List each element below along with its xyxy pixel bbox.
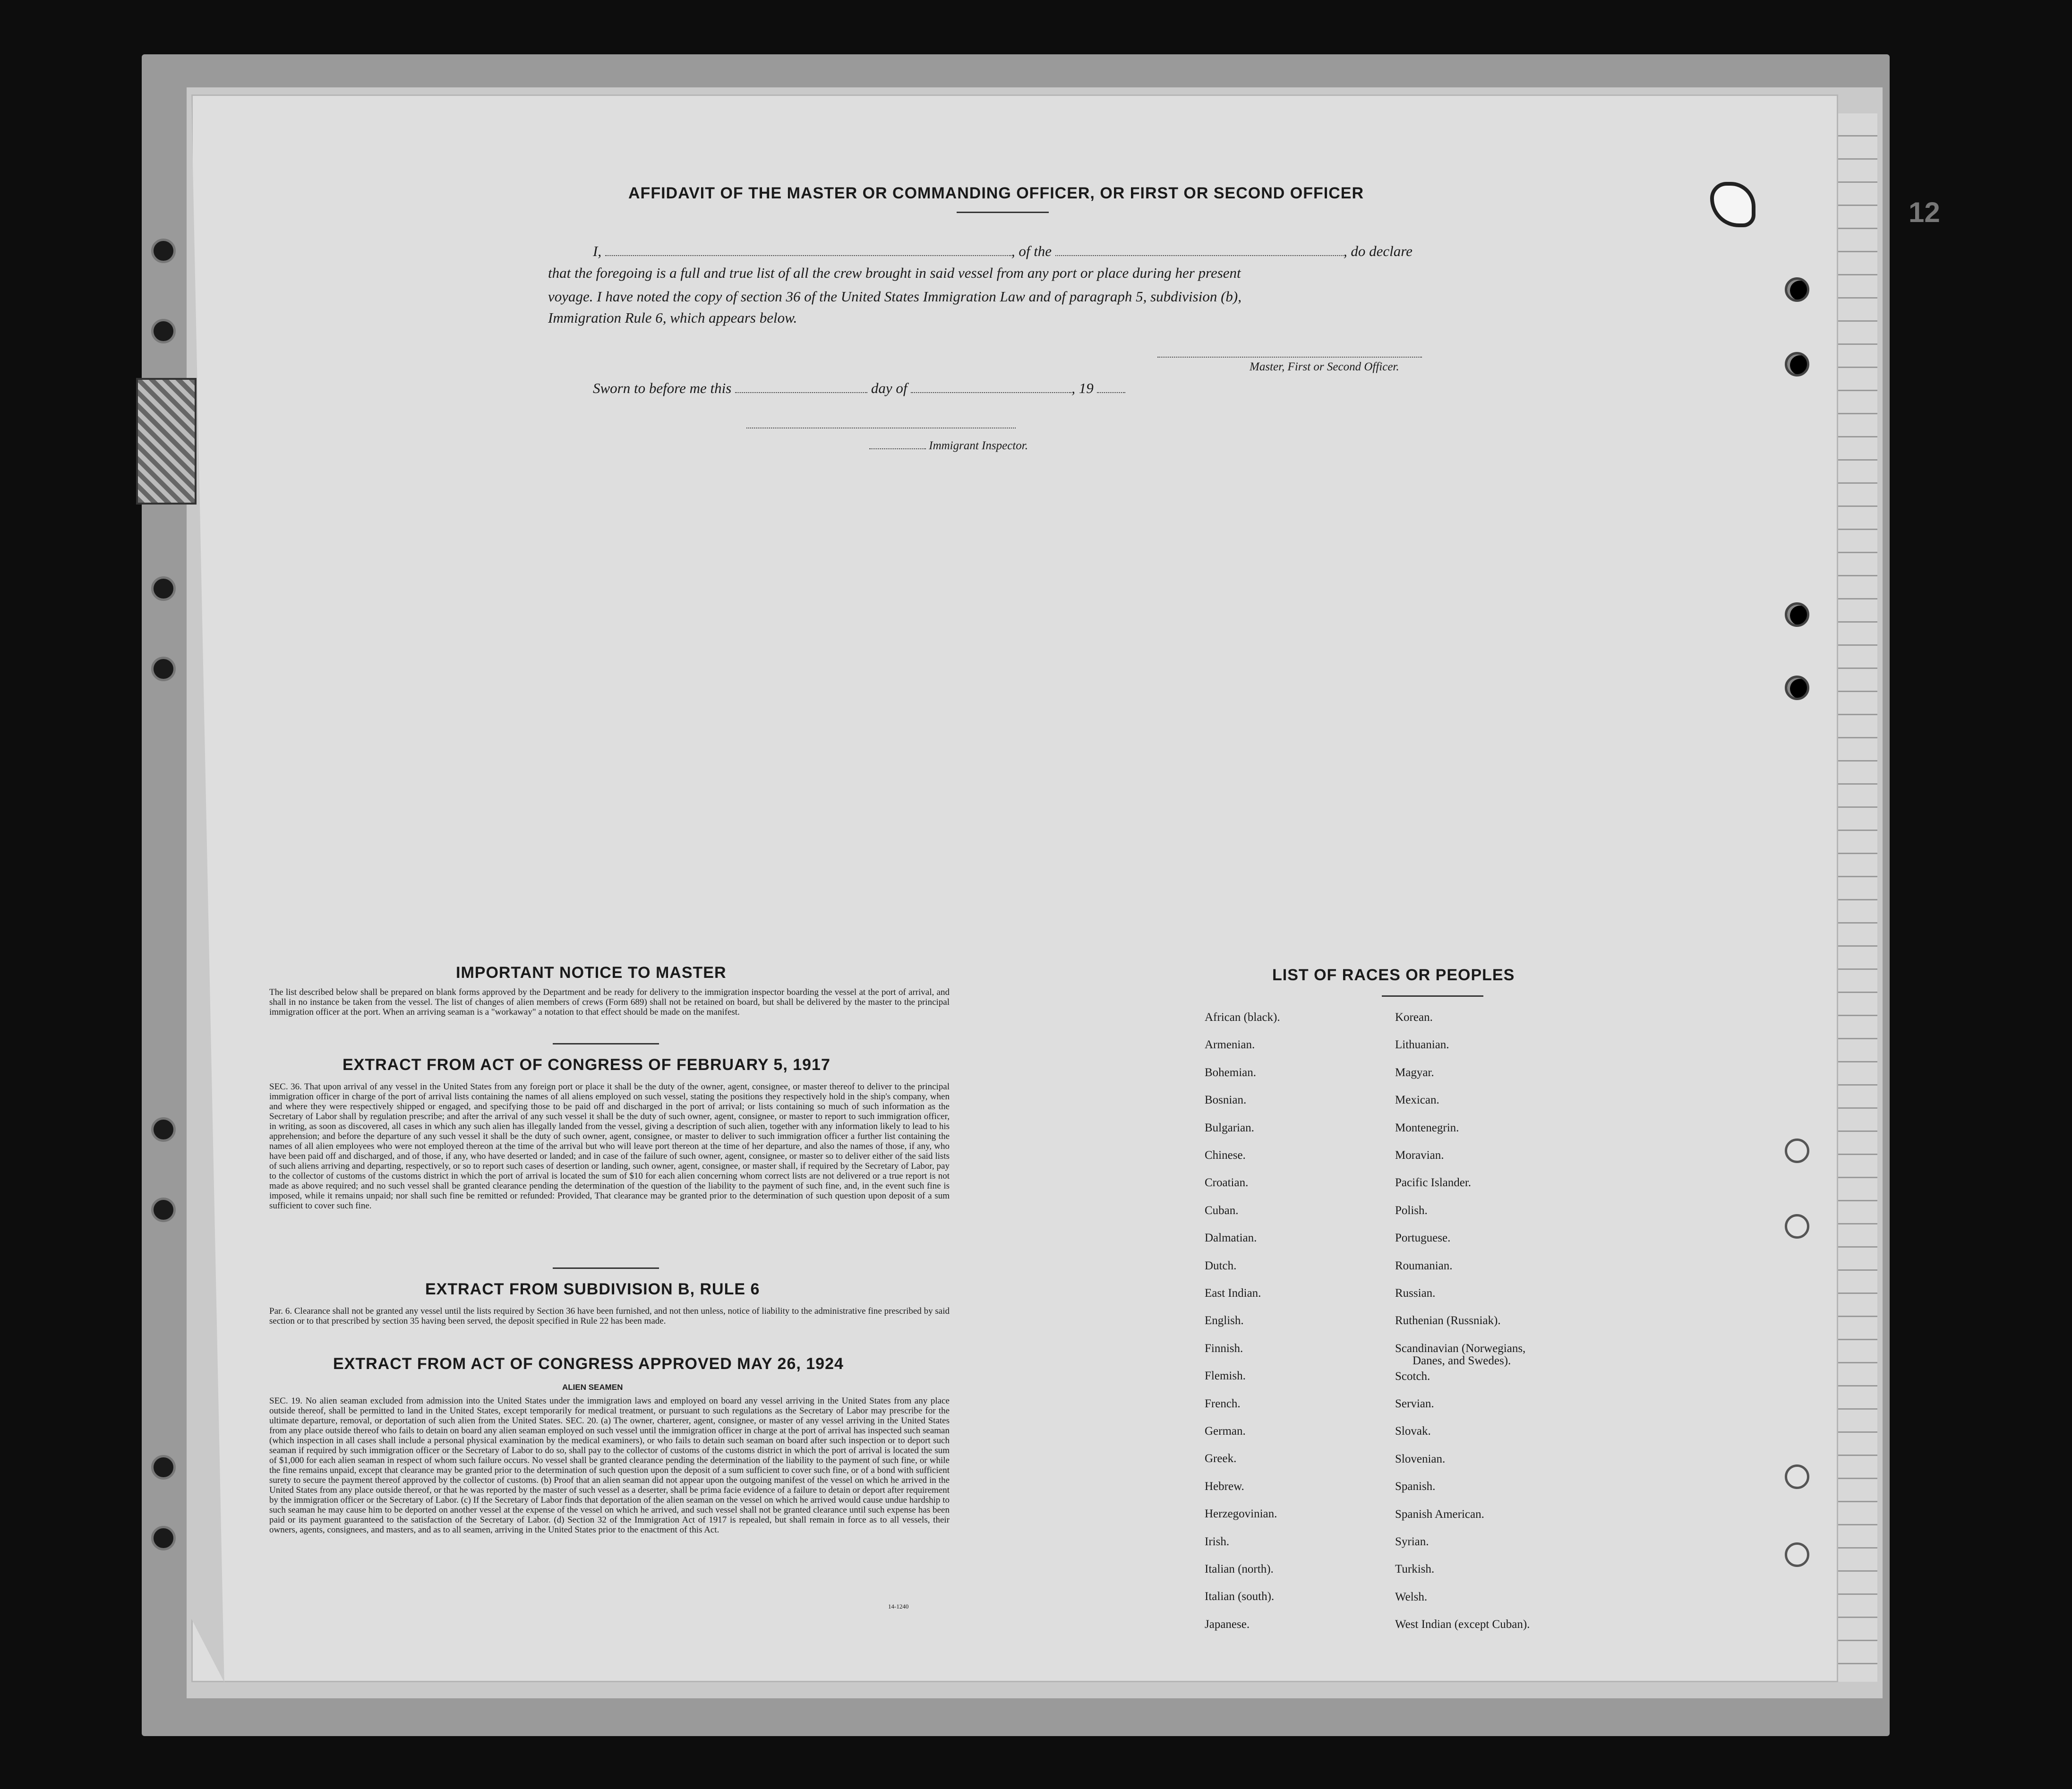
race-item: Armenian. <box>1205 1038 1255 1052</box>
extract-rule6-title: EXTRACT FROM SUBDIVISION B, RULE 6 <box>425 1280 760 1298</box>
affidavit-of-the: , of the <box>1011 243 1052 259</box>
punch-hole <box>151 657 176 681</box>
divider <box>553 1043 659 1044</box>
inspector-line <box>869 439 1028 453</box>
sworn-before-label: Sworn to before me this <box>593 380 732 396</box>
divider <box>553 1267 659 1269</box>
extract-1924-body: SEC. 19. No alien seaman excluded from admission into the United States under the immigration laws and employed on board any vessel arriving in the United States from any place outside thereof, shall be permitted to land in the United States, except temporarily for medical treatment, or pursuant to such regulations as the Secretary of Labor may prescribe for the ultimate departure, removal, or deportation of such alien from the United States. SEC. 20. (a) The owner, charterer, agent, consignee, or master of any vessel arriving in the United States from any place outside thereof who fails to detain on board any alien seaman employed on such vessel until the immigration officer in charge at the port of arrival has inspected such seaman (which inspection in all cases shall include a personal physical examination by the medical examiners), or who fails to detain such seaman on board after such inspection or to deport such seaman if required by such immigration officer or the Secretary of Labor to do so, shall pay to the collector of customs of the customs district in which the port of arrival is located the sum of $1,000 for each alien seaman in respect of whom such failure occurs. No vessel shall be granted clearance pending the determination of the liability to the payment of such fine, or while the fine remains unpaid, except that clearance may be granted prior to the determination of such question upon the deposit of a sum sufficient to cover such fine, or of a bond with sufficient surety to secure the payment thereof approved by the collector of customs. (b) Proof that an alien seaman did not appear upon the outgoing manifest of the vessel on which he arrived in the United States from any place outside thereof, or that he was reported by the master of such vessel as a deserter, shall be prima facie evidence of a failure to detain or deport after requirement by the immigration officer or the Secretary of Labor. (c) If the Secretary of Labor finds that deportation of the alien seaman on the vessel on which he arrived would cause undue hardship to such seaman he may cause him to be deported on another vessel at the expense of the vessel on which he arrived, and such vessel shall not be granted clearance until such expense has been paid or its payment guaranteed to the satisfaction of the Secretary of Labor. (d) Section 32 of the Immigration Act of 1917 is repealed, but shall remain in force as to all vessels, their owners, agents, consignees, and masters, and as to all seamen, arriving in the United States prior to the enactment of this Act. <box>269 1396 950 1535</box>
race-item: Korean. <box>1395 1011 1433 1024</box>
race-item: English. <box>1205 1314 1244 1327</box>
sworn-line <box>593 378 1125 397</box>
race-item: African (black). <box>1205 1011 1280 1024</box>
race-item: Roumanian. <box>1395 1259 1453 1272</box>
affidavit-line1 <box>593 241 1413 260</box>
punch-hole <box>151 1526 176 1550</box>
notice-title: IMPORTANT NOTICE TO MASTER <box>456 964 727 982</box>
race-item: Magyar. <box>1395 1066 1434 1079</box>
punch-hole <box>1785 277 1809 302</box>
page-number: 12 <box>1909 197 1940 228</box>
affidavit-line3: voyage. I have noted the copy of section 36 of the United States Immigration Law and of paragraph 5, subdivision (b), <box>548 288 1241 305</box>
punch-hole <box>1785 602 1809 627</box>
race-item: Bohemian. <box>1205 1066 1257 1079</box>
race-item: Herzegovinian. <box>1205 1507 1277 1521</box>
inspector-blank <box>869 440 926 449</box>
month-blank[interactable] <box>911 378 1071 393</box>
punch-hole <box>151 1117 176 1142</box>
race-item: Slovak. <box>1395 1425 1431 1438</box>
divider <box>1382 995 1483 997</box>
extract-1924-title: EXTRACT FROM ACT OF CONGRESS APPROVED MAY 26, 1924 <box>333 1355 844 1373</box>
race-item: Danes, and Swedes). <box>1413 1354 1511 1368</box>
race-item: Moravian. <box>1395 1149 1444 1162</box>
extract-1917-title: EXTRACT FROM ACT OF CONGRESS OF FEBRUARY 5, 1917 <box>342 1056 831 1074</box>
extract-1917-body: SEC. 36. That upon arrival of any vessel in the United States from any foreign port or place it shall be the duty of the owner, agent, consignee, or master thereof to deliver to the principal immigration officer in charge of the port of arrival lists containing the names of all aliens employed on such vessel, stating the positions they respectively hold in the ship's company, when and where they were respectively shipped or engaged, and specifying those to be paid off and discharged in the port of arrival; or lists containing so much of such information as the Secretary of Labor shall by regulation prescribe; and after the arrival of any such vessel it shall be the duty of such owner, agent, consignee, or master to report to such immigration officer, in writing, as soon as discovered, all cases in which any such alien has illegally landed from the vessel, giving a description of such alien, together with any information likely to lead to his apprehension; and before the departure of any such vessel it shall be the duty of such owner, agent, consignee, or master to deliver to such immigration officer a further list containing the names of all alien employees who were not employed thereon at the time of the arrival but who will leave port thereon at the time of her departure, and also the names of those, if any, who have been paid off and discharged, and of those, if any, who have deserted or landed; and in case of the failure of such owner, agent, consignee, or master so to deliver either of the said lists of such aliens arriving and departing, respectively, or so to report such cases of desertion or landing, such owner, agent, consignee, or master shall, if required by the Secretary of Labor, pay to the collector of customs of the customs district in which the port of arrival is located the sum of $10 for each alien concerning whom correct lists are not delivered or a true report is not made as above required; and no such vessel shall be granted clearance pending the determination of the question of the liability to the payment of such fine, and, in the event such fine is imposed, while it remains unpaid; nor shall such fine be remitted or refunded: Provided, That clearance may be granted prior to the determination of such question upon deposit of a sum sufficient to cover such fine. <box>269 1082 950 1211</box>
race-item: Irish. <box>1205 1535 1230 1548</box>
race-item: Bosnian. <box>1205 1094 1247 1107</box>
race-item: West Indian (except Cuban). <box>1395 1618 1530 1631</box>
race-item: Polish. <box>1395 1204 1428 1217</box>
revenue-stamp <box>136 378 197 505</box>
extract-rule6-body: Par. 6. Clearance shall not be granted any vessel until the lists required by Section 36 have been furnished, and not then unless, notice of liability to the administrative fine prescribed by said section or to that prescribed by section 35 having been served, the deposit specified in Rule 22 has been made. <box>269 1306 950 1326</box>
race-item: Pacific Islander. <box>1395 1176 1472 1190</box>
race-item: Spanish American. <box>1395 1507 1484 1521</box>
punch-hole <box>151 239 176 263</box>
punch-hole <box>1785 1542 1809 1567</box>
race-item: Japanese. <box>1205 1618 1250 1631</box>
notice-body: The list described below shall be prepared on blank forms approved by the Department and be ready for delivery to the immigration inspector boarding the vessel at the port of arrival, and shall in no instance be taken from the vessel. The list of changes of alien members of crews (Form 689) shall not be retained on board, but shall be delivered by the master to the principal immigration officer at the port. When an arriving seaman is a "workaway" a notation to that effect should be made on the manifest. <box>269 987 950 1017</box>
punch-hole <box>151 1455 176 1480</box>
race-item: Spanish. <box>1395 1480 1436 1493</box>
race-item: Montenegrin. <box>1395 1121 1459 1134</box>
race-item: Bulgarian. <box>1205 1121 1254 1134</box>
punch-hole <box>151 1198 176 1222</box>
year-label: , 19 <box>1071 380 1094 396</box>
race-item: Finnish. <box>1205 1342 1243 1355</box>
name-blank[interactable] <box>605 241 1011 256</box>
race-item: French. <box>1205 1397 1241 1410</box>
race-item: Flemish. <box>1205 1370 1246 1383</box>
alien-seamen-subtitle: ALIEN SEAMEN <box>562 1383 623 1392</box>
punch-hole <box>1785 1214 1809 1239</box>
race-item: Slovenian. <box>1395 1452 1446 1465</box>
race-item: Turkish. <box>1395 1563 1435 1576</box>
race-item: German. <box>1205 1425 1246 1438</box>
race-item: Welsh. <box>1395 1590 1428 1603</box>
punch-hole <box>1785 1464 1809 1489</box>
race-item: Russian. <box>1395 1287 1436 1300</box>
race-item: Scotch. <box>1395 1370 1430 1383</box>
master-signature-label: Master, First or Second Officer. <box>1250 360 1399 373</box>
affidavit-line4: Immigration Rule 6, which appears below. <box>548 309 797 326</box>
race-item: Hebrew. <box>1205 1480 1244 1493</box>
master-signature-line[interactable] <box>1157 357 1422 358</box>
race-item: Dalmatian. <box>1205 1232 1257 1245</box>
punch-hole <box>1785 1138 1809 1163</box>
affidavit-line2: that the foregoing is a full and true list of all the crew brought in said vessel from any port or place during her present <box>548 265 1241 281</box>
race-item: Scandinavian (Norwegians, <box>1395 1342 1526 1355</box>
vessel-blank[interactable] <box>1055 241 1344 256</box>
punch-hole <box>1785 352 1809 377</box>
race-item: Dutch. <box>1205 1259 1237 1272</box>
form-number: 14-1240 <box>888 1603 909 1610</box>
race-item: Croatian. <box>1205 1176 1249 1190</box>
race-item: Syrian. <box>1395 1535 1429 1548</box>
punch-hole <box>151 576 176 601</box>
day-blank[interactable] <box>735 378 867 393</box>
punch-hole <box>1785 676 1809 700</box>
race-item: East Indian. <box>1205 1287 1261 1300</box>
race-item: Portuguese. <box>1395 1232 1451 1245</box>
race-item: Greek. <box>1205 1452 1237 1465</box>
races-title: LIST OF RACES OR PEOPLES <box>1272 966 1515 984</box>
affidavit-declare: , do declare <box>1343 243 1413 259</box>
inspector-label: Immigrant Inspector. <box>929 439 1028 452</box>
race-item: Cuban. <box>1205 1204 1239 1217</box>
race-item: Italian (north). <box>1205 1563 1274 1575</box>
race-item: Mexican. <box>1395 1094 1439 1107</box>
race-item: Chinese. <box>1205 1149 1246 1162</box>
race-item: Servian. <box>1395 1397 1434 1410</box>
affidavit-title: AFFIDAVIT OF THE MASTER OR COMMANDING OFFICER, OR FIRST OR SECOND OFFICER <box>628 184 1364 202</box>
race-item: Lithuanian. <box>1395 1038 1449 1052</box>
race-item: Italian (south). <box>1205 1590 1275 1603</box>
day-of-label: day of <box>871 380 908 396</box>
affidavit-i: I, <box>593 243 602 259</box>
divider <box>957 212 1049 213</box>
race-item: Ruthenian (Russniak). <box>1395 1314 1501 1327</box>
year-blank[interactable] <box>1097 378 1125 393</box>
punch-hole <box>151 319 176 343</box>
